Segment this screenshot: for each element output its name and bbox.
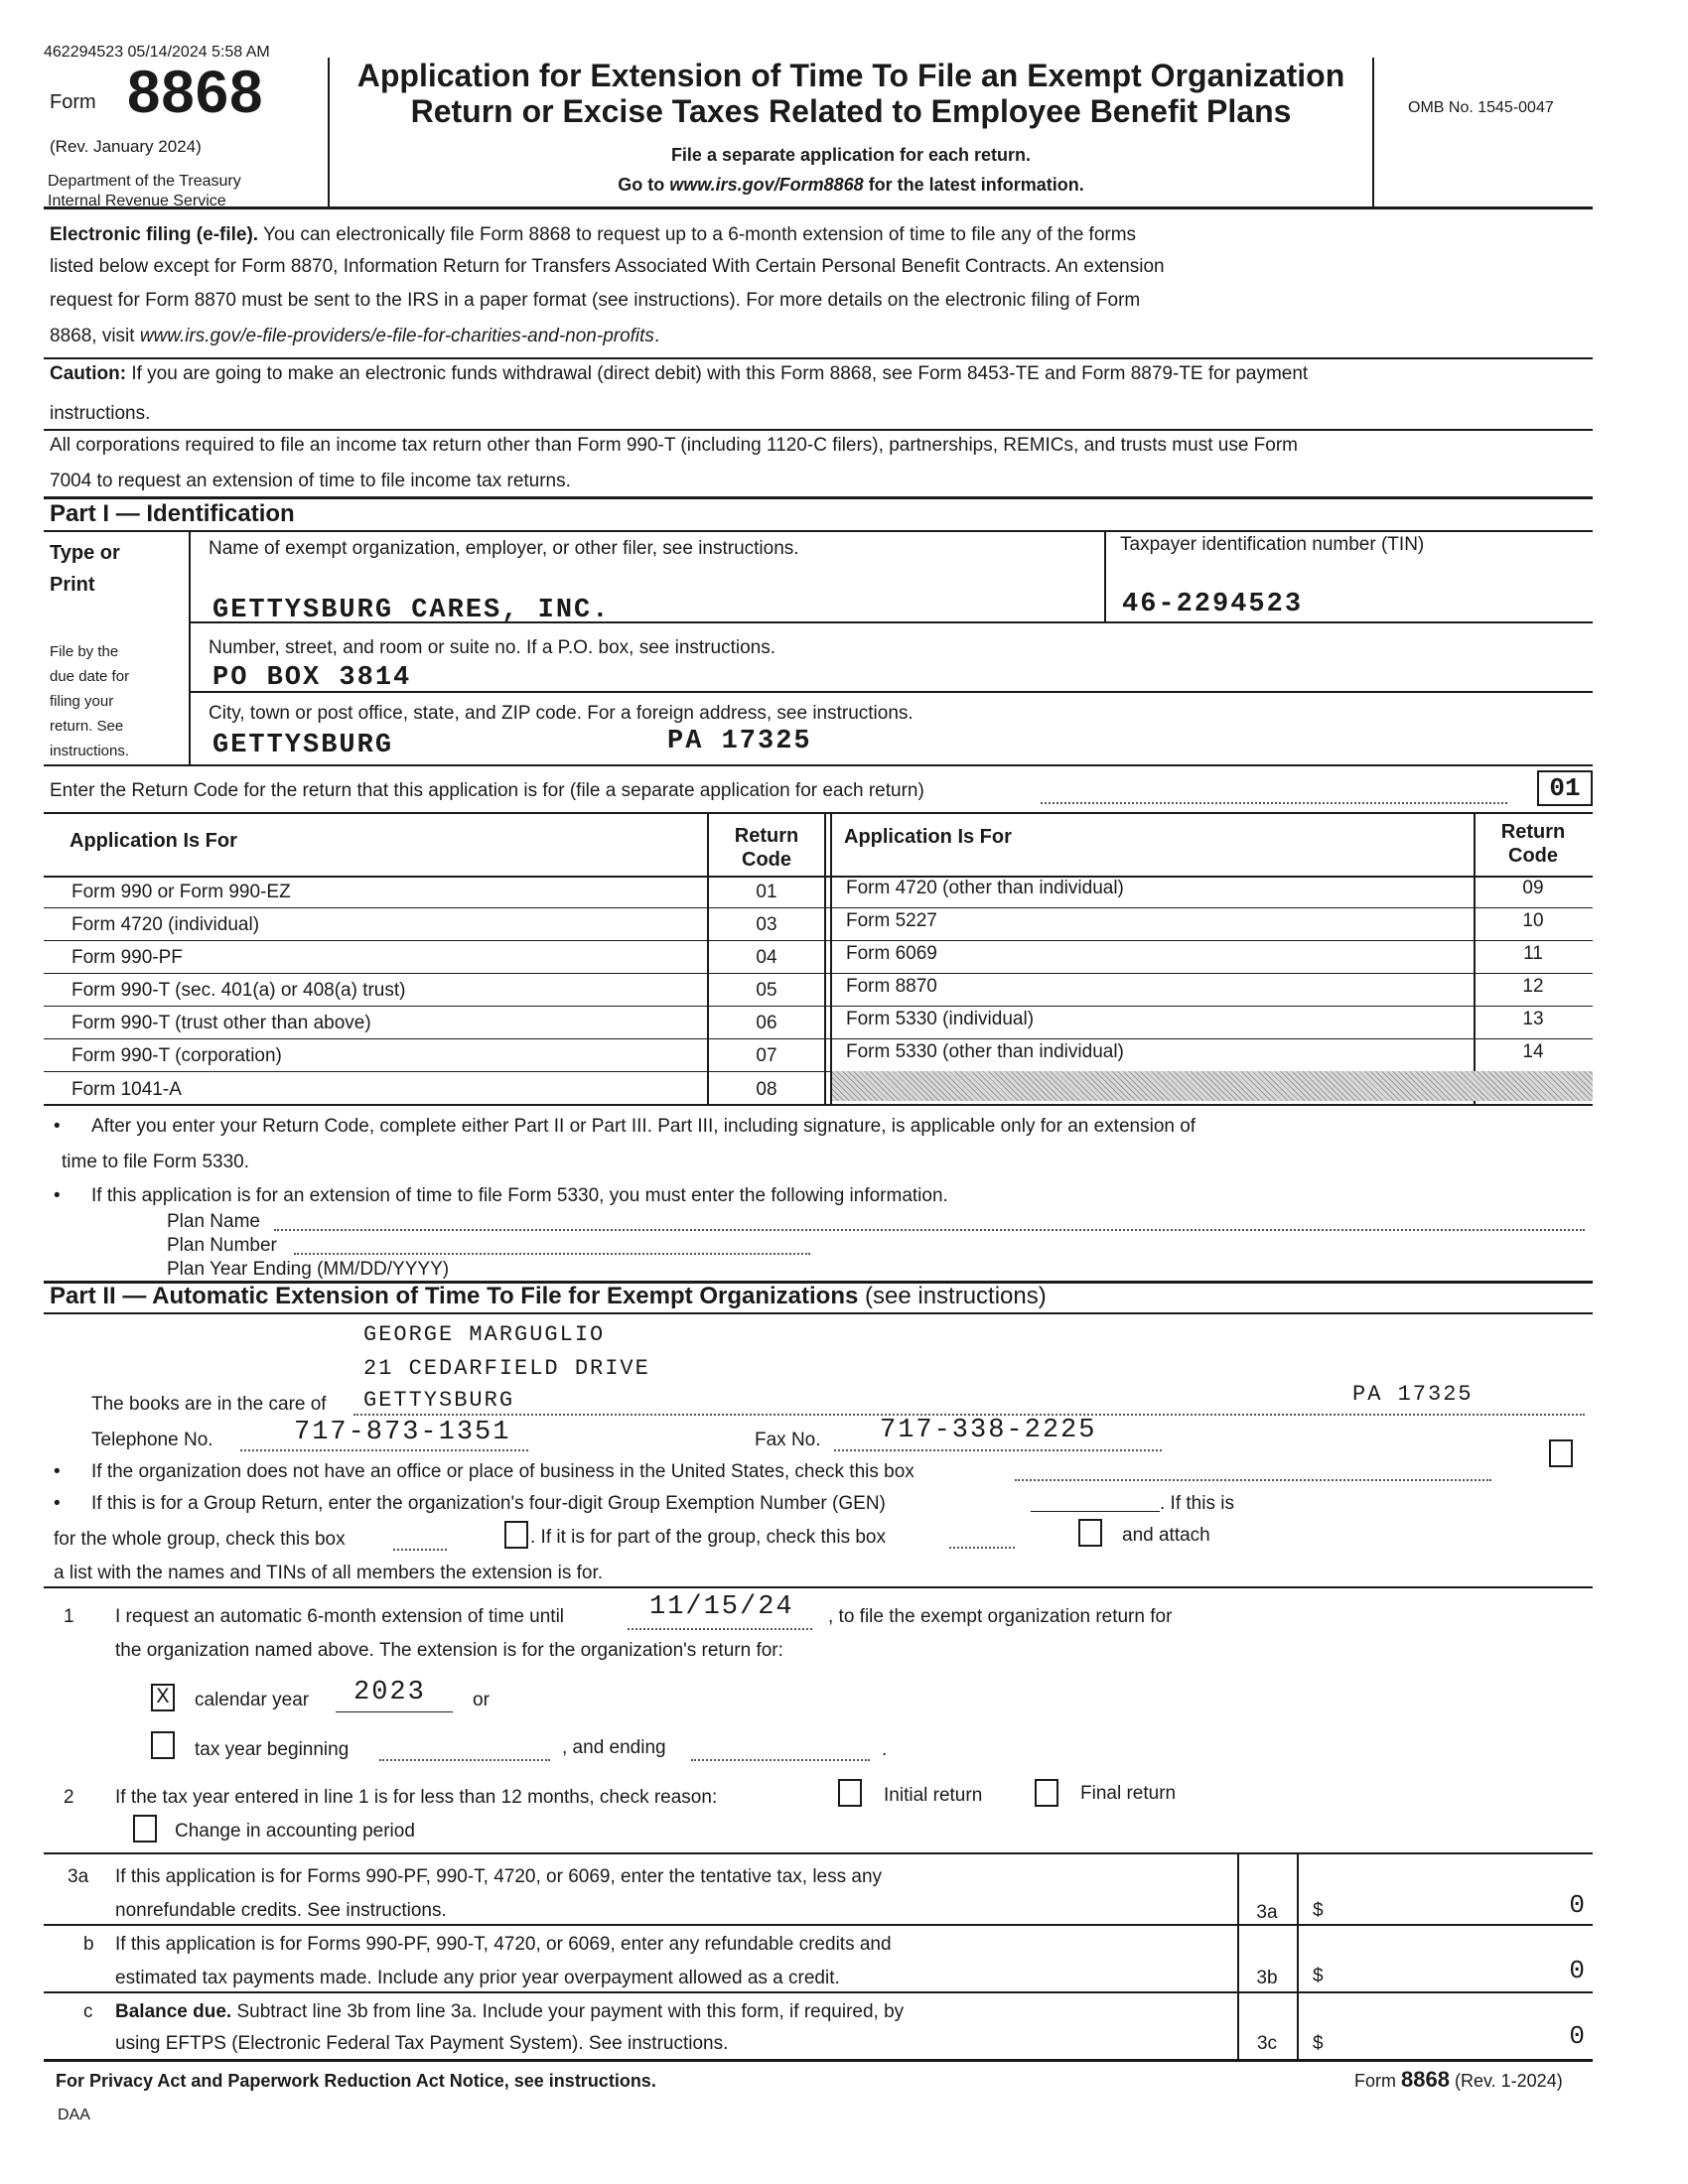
extension-date-field[interactable] (628, 1628, 812, 1630)
part-group-text: . If it is for part of the group, check this box (530, 1527, 887, 1548)
line2-bottom-rule (44, 1852, 1593, 1854)
file-by-line: filing your (50, 693, 114, 710)
initial-return-label: Initial return (884, 1785, 983, 1806)
line1-number: 1 (64, 1606, 74, 1627)
return-code-box[interactable]: 01 (1537, 770, 1593, 806)
care-city-value[interactable]: GETTYSBURG (363, 1388, 515, 1413)
fax-leader (834, 1449, 1162, 1451)
efile-label: Electronic filing (e-file). (50, 224, 259, 245)
initial-return-checkbox[interactable] (838, 1779, 862, 1807)
line1-text-c: the organization named above. The extension is for the organization's return for: (115, 1640, 783, 1661)
table-cell-app: Form 4720 (individual) (71, 914, 260, 935)
table-cell-code: 05 (756, 980, 777, 1001)
table-row (44, 1006, 1593, 1039)
tax-year-period: . (882, 1739, 888, 1760)
line1-text-b: , to file the exempt organization return for (828, 1606, 1173, 1627)
line3b-amount[interactable]: 0 (1569, 1956, 1585, 1985)
org-name-label: Name of exempt organization, employer, or other filer, see instructions. (209, 538, 799, 559)
plan-name-field[interactable] (274, 1229, 1585, 1231)
plan-number-field[interactable] (294, 1253, 810, 1255)
table-header-code-right (1474, 820, 1593, 868)
part2-title-rule (44, 1312, 1593, 1314)
table-row (44, 876, 1593, 908)
table-cell-app: Form 6069 (846, 943, 937, 964)
corporations-line2: 7004 to request an extension of time to file income tax returns. (50, 471, 571, 491)
caution-line2: instructions. (50, 403, 151, 424)
tin-label: Taxpayer identification number (TIN) (1120, 534, 1425, 555)
footer-form-number: 8868 (1401, 2067, 1450, 2092)
bullet-dot: • (54, 1461, 61, 1482)
corporations-line1: All corporations required to file an income tax return other than Form 990-T (including 1120-C filers), partnerships, REMICs, and trusts must use Form (50, 435, 1298, 456)
line2-text: If the tax year entered in line 1 is for less than 12 months, check reason: (115, 1787, 718, 1808)
table-cell-code: 03 (756, 914, 777, 935)
telephone-leader (240, 1449, 528, 1451)
efile-text4-post: . (653, 326, 660, 346)
bullet2: If this application is for an extension of time to file Form 5330, you must enter the following information. (91, 1185, 948, 1206)
final-return-label: Final return (1080, 1783, 1177, 1804)
no-us-office-text: If the organization does not have an office or place of business in the United States, check this box (91, 1461, 914, 1482)
tax-year-end-field[interactable] (691, 1759, 870, 1761)
line3b-bottom-rule (44, 1991, 1593, 1993)
latest-info-pre: Go to (618, 175, 670, 195)
fax-label: Fax No. (755, 1430, 821, 1450)
part1-top-rule (44, 496, 1593, 499)
balance-due-label: Balance due. (115, 2001, 232, 2022)
street-value[interactable]: PO BOX 3814 (212, 663, 412, 693)
line3a-bottom-rule (44, 1924, 1593, 1926)
change-accounting-checkbox[interactable] (133, 1815, 157, 1843)
line3a-box-label: 3a (1256, 1902, 1278, 1923)
bullet1-line2: time to file Form 5330. (62, 1152, 250, 1172)
telephone-value[interactable]: 717-873-1351 (294, 1418, 511, 1447)
calendar-year-checkbox[interactable]: X (151, 1684, 175, 1711)
form-url-link[interactable]: www.irs.gov/Form8868 (669, 175, 864, 195)
file-by-note (50, 639, 129, 763)
part-group-checkbox[interactable] (1078, 1519, 1102, 1547)
table-header-code-left (707, 824, 826, 872)
table-header-code-right-1: Return (1500, 821, 1566, 843)
tax-year-checkbox[interactable] (151, 1731, 175, 1759)
table-cell-code: 11 (1523, 943, 1543, 964)
calendar-or: or (473, 1690, 490, 1710)
line1-text-a: I request an automatic 6-month extension of time until (115, 1606, 565, 1627)
part2-title-bold: Part II — Automatic Extension of Time To File for Exempt Organizations (50, 1283, 859, 1309)
return-code-rule (44, 812, 1593, 814)
form-revision: (Rev. January 2024) (50, 137, 202, 156)
table-row (44, 907, 1593, 941)
footer-form-word: Form (1354, 2071, 1396, 2091)
group-return-text: If this is for a Group Return, enter the organization's four-digit Group Exemption Number (GEN) (91, 1493, 886, 1514)
form-title-line2: Return or Excise Taxes Related to Employee Benefit Plans (410, 93, 1292, 129)
line3a-number: 3a (68, 1866, 89, 1887)
address-bottom-rule (44, 764, 1593, 766)
bullet-dot: • (54, 1493, 61, 1514)
tax-year-label: tax year beginning (195, 1739, 350, 1760)
name-row-rule (189, 621, 1593, 623)
return-code-leader (1041, 802, 1507, 804)
part2-title-rest: (see instructions) (858, 1283, 1047, 1309)
line3a-amount[interactable]: 0 (1569, 1890, 1585, 1920)
whole-group-leader (393, 1549, 447, 1551)
table-cell-app: Form 1041-A (71, 1079, 182, 1100)
table-cell-code: 09 (1522, 878, 1544, 898)
org-name-value[interactable]: GETTYSBURG CARES, INC. (212, 596, 611, 625)
table-row (44, 1071, 1593, 1104)
header-divider-left (328, 58, 330, 206)
form-number: 8868 (127, 59, 264, 125)
care-street-value[interactable]: 21 CEDARFIELD DRIVE (363, 1356, 650, 1381)
table-header-app-right: Application Is For (844, 826, 1012, 848)
table-cell-code: 07 (756, 1045, 777, 1066)
line3a-text1: If this application is for Forms 990-PF, 990-T, 4720, or 6069, enter the tentative tax, less any (115, 1866, 883, 1887)
efile-bottom-rule (44, 357, 1593, 359)
part1-tin-divider (1104, 530, 1106, 621)
no-us-office-checkbox[interactable] (1549, 1439, 1573, 1467)
and-attach-text: and attach (1122, 1525, 1210, 1546)
table-cell-app: Form 8870 (846, 976, 937, 997)
line3-label-col-left (1237, 1852, 1239, 2059)
street-label: Number, street, and room or suite no. If a P.O. box, see instructions. (209, 637, 775, 658)
form-word: Form (50, 91, 96, 113)
line3c-amount[interactable]: 0 (1569, 2021, 1585, 2051)
caution-line1 (50, 363, 1308, 385)
omb-number: OMB No. 1545-0047 (1408, 99, 1554, 116)
part1-title-rule (44, 530, 1593, 532)
line3-label-col-right (1297, 1852, 1299, 2059)
form-title (332, 58, 1370, 129)
final-return-checkbox[interactable] (1035, 1779, 1058, 1807)
efile-url-link[interactable]: www.irs.gov/e-file-providers/e-file-for-charities-and-non-profits (139, 326, 654, 346)
caution-text1: If you are going to make an electronic funds withdrawal (direct debit) with this Form 8868, see Form 8453-TE and Form 8879-TE for payment (126, 363, 1309, 384)
agency: Internal Revenue Service (48, 193, 226, 209)
line3c-text2: using EFTPS (Electronic Federal Tax Payment System). See instructions. (115, 2033, 729, 2054)
group-return-end: . If this is (1160, 1493, 1234, 1514)
group-list-text: a list with the names and TINs of all members the extension is for. (54, 1563, 604, 1583)
table-bottom-rule (44, 1104, 1593, 1106)
extension-date-value[interactable]: 11/15/24 (649, 1592, 794, 1622)
table-row (44, 940, 1593, 974)
table-cell-app: Form 5227 (846, 910, 937, 931)
table-cell-app: Form 990-T (corporation) (71, 1045, 282, 1066)
part1-left-divider (189, 530, 191, 764)
caution-label: Caution: (50, 363, 127, 384)
tin-value[interactable]: 46-2294523 (1122, 590, 1304, 619)
table-cell-app: Form 990-T (trust other than above) (71, 1013, 371, 1033)
table-cell-app: Form 5330 (individual) (846, 1009, 1035, 1029)
books-care-label: The books are in the care of (91, 1394, 327, 1415)
efile-text1: You can electronically file Form 8868 to request up to a 6-month extension of time to file any of the forms (258, 224, 1137, 245)
table-row (44, 973, 1593, 1007)
table-cell-code: 08 (756, 1079, 777, 1100)
bullet-dot: • (54, 1185, 61, 1206)
table-row (44, 1038, 1593, 1072)
telephone-label: Telephone No. (91, 1430, 213, 1450)
bullet-dot: • (54, 1116, 61, 1137)
footer-form-id (1354, 2067, 1563, 2093)
care-name-value[interactable]: GEORGE MARGUGLIO (363, 1322, 606, 1347)
table-cell-code: 01 (756, 882, 777, 902)
table-cell-app: Form 990 or Form 990-EZ (71, 882, 291, 902)
tax-year-ending-label: , and ending (562, 1737, 666, 1758)
whole-group-text: for the whole group, check this box (54, 1529, 346, 1550)
line3c-text1 (115, 2001, 904, 2023)
street-row-rule (189, 691, 1593, 693)
form-title-line1: Application for Extension of Time To File an Exempt Organization (356, 58, 1345, 93)
latest-info-post: for the latest information. (863, 175, 1084, 195)
line3a-text2: nonrefundable credits. See instructions. (115, 1900, 447, 1921)
line3b-box-label: 3b (1256, 1968, 1278, 1988)
table-cell-code: 04 (756, 947, 777, 968)
header-bottom-rule (44, 206, 1593, 209)
part1-title: Part I — Identification (50, 500, 295, 527)
table-cell-code: 14 (1522, 1041, 1544, 1062)
scan-stamp: 462294523 05/14/2024 5:58 AM (44, 44, 270, 61)
change-accounting-label: Change in accounting period (175, 1821, 415, 1842)
line3a-dollar: $ (1313, 1900, 1324, 1921)
shaded-empty-cell (832, 1071, 1593, 1101)
table-cell-app: Form 4720 (other than individual) (846, 878, 1124, 898)
efile-paragraph-line1 (50, 224, 1136, 246)
efile-paragraph-line3: request for Form 8870 must be sent to the IRS in a paper format (see instructions). For more details on the electronic filing of Form (50, 290, 1141, 311)
efile-text4-pre: 8868, visit (50, 326, 140, 346)
file-by-line: due date for (50, 668, 130, 685)
table-cell-code: 06 (756, 1013, 777, 1033)
calendar-year-label: calendar year (195, 1690, 310, 1710)
efile-paragraph-line2: listed below except for Form 8870, Information Return for Transfers Associated With Certain Personal Benefit Contracts. An extension (50, 256, 1165, 277)
plan-year-label: Plan Year Ending (MM/DD/YYYY) (167, 1259, 450, 1280)
table-cell-app: Form 5330 (other than individual) (846, 1041, 1124, 1062)
header-divider-right (1372, 58, 1374, 206)
tax-year-begin-field[interactable] (379, 1759, 550, 1761)
table-header-code-left-2: Code (742, 849, 791, 871)
fax-value[interactable]: 717-338-2225 (880, 1416, 1097, 1445)
line3c-dollar: $ (1313, 2033, 1324, 2054)
daa-mark: DAA (58, 2107, 90, 2123)
city-value[interactable]: GETTYSBURG (212, 731, 394, 760)
print-label: Print (50, 574, 95, 596)
no-us-office-leader (1015, 1479, 1491, 1481)
line3c-box-label: 3c (1256, 2033, 1278, 2054)
table-cell-code: 13 (1522, 1009, 1544, 1029)
line3c-number: c (83, 2001, 93, 2022)
separate-application-note: File a separate application for each return. (670, 145, 1032, 165)
state-zip-value[interactable]: PA 17325 (667, 727, 812, 756)
line3b-number: b (83, 1934, 94, 1955)
table-cell-app: Form 990-T (sec. 401(a) or 408(a) trust) (71, 980, 406, 1001)
table-header-app-left: Application Is For (70, 830, 237, 852)
line3b-dollar: $ (1313, 1966, 1324, 1986)
city-label: City, town or post office, state, and ZIP code. For a foreign address, see instructions. (209, 703, 914, 724)
part2-title (50, 1283, 1047, 1310)
bullet1-line1: After you enter your Return Code, complete either Part II or Part III. Part III, including signature, is applicable only for an extension of (91, 1116, 1196, 1137)
department: Department of the Treasury (48, 173, 241, 190)
table-header-code-left-1: Return (734, 825, 799, 847)
table-header-code-right-2: Code (1508, 845, 1558, 867)
caution-bottom-rule (44, 429, 1593, 431)
file-by-line: instructions. (50, 743, 130, 759)
privacy-notice: For Privacy Act and Paperwork Reduction Act Notice, see instructions. (56, 2071, 656, 2091)
whole-group-checkbox[interactable] (504, 1521, 528, 1549)
footer-form-rev: (Rev. 1-2024) (1454, 2071, 1563, 2091)
file-by-line: File by the (50, 643, 119, 660)
efile-paragraph-line4 (50, 326, 659, 347)
part2-bottom-rule (44, 2059, 1593, 2062)
line3b-text1: If this application is for Forms 990-PF, 990-T, 4720, or 6069, enter any refundable credits and (115, 1934, 892, 1955)
care-state-zip-value[interactable]: PA 17325 (1352, 1382, 1474, 1407)
file-by-line: return. See (50, 718, 124, 735)
plan-name-label: Plan Name (167, 1211, 260, 1232)
type-or-label: Type or (50, 542, 120, 564)
latest-info-note (332, 175, 1370, 196)
line2-number: 2 (64, 1787, 74, 1808)
line3c-text1-rest: Subtract line 3b from line 3a. Include your payment with this form, if required, by (231, 2001, 905, 2022)
gen-number-field[interactable] (1031, 1511, 1160, 1512)
calendar-year-value[interactable]: 2023 (353, 1678, 426, 1707)
calendar-year-field[interactable] (336, 1711, 453, 1712)
part-group-leader (949, 1547, 1015, 1549)
table-cell-code: 10 (1522, 910, 1544, 931)
group-bottom-rule (44, 1586, 1593, 1588)
line3b-text2: estimated tax payments made. Include any prior year overpayment allowed as a credit. (115, 1968, 840, 1988)
return-code-instruction: Enter the Return Code for the return that this application is for (file a separate application for each return) (50, 780, 924, 801)
table-cell-code: 12 (1522, 976, 1544, 997)
table-cell-app: Form 990-PF (71, 947, 183, 968)
plan-number-label: Plan Number (167, 1235, 277, 1256)
